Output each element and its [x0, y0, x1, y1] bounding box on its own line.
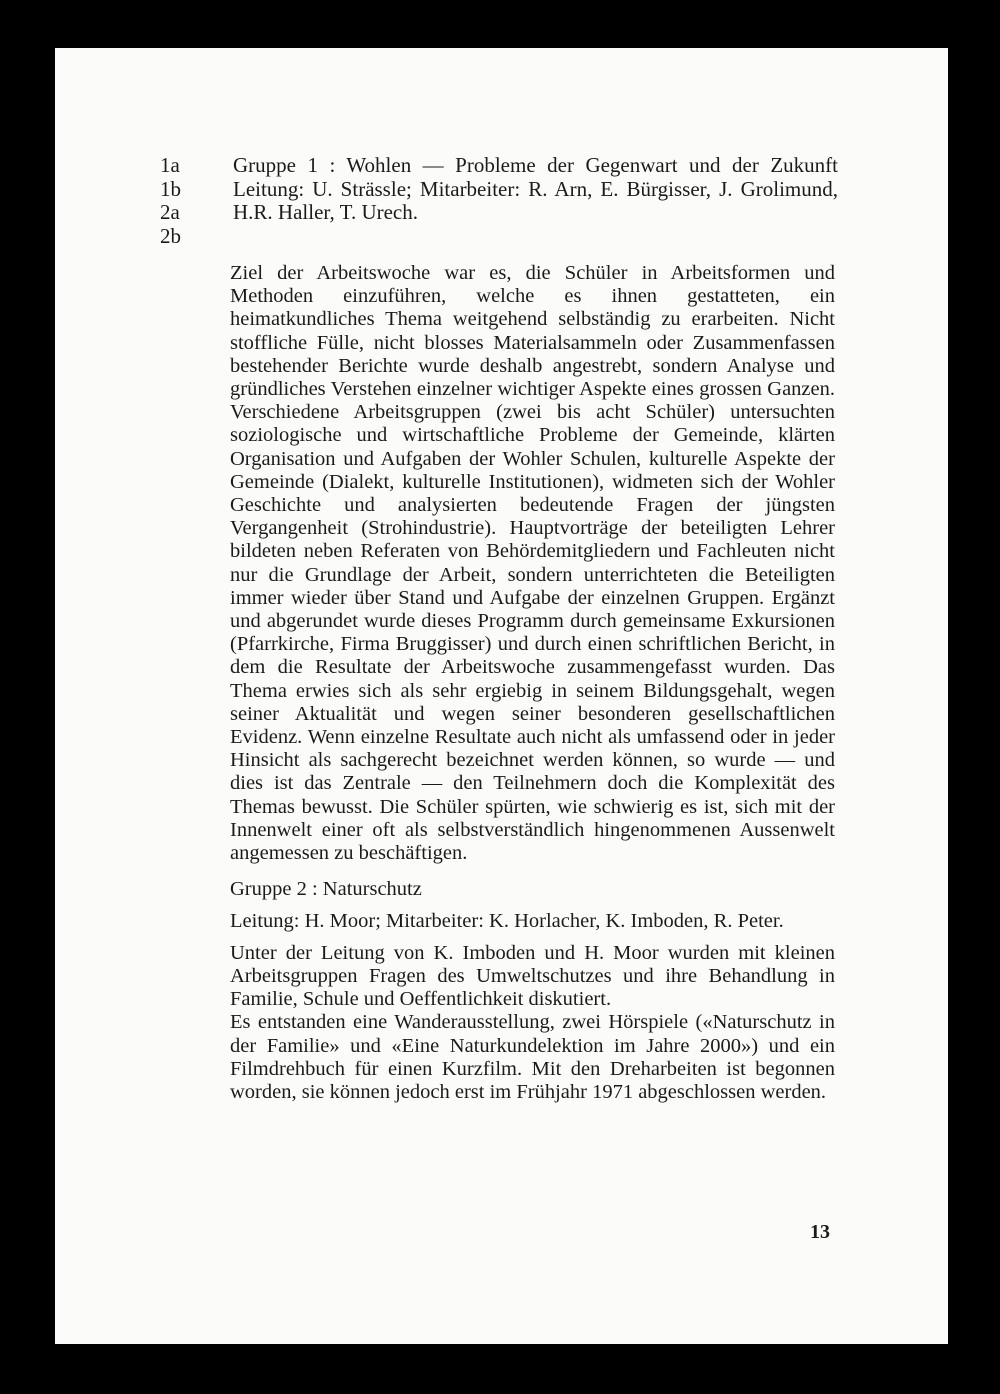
margin-codes — [160, 154, 181, 248]
margin-code: 2a — [160, 200, 180, 224]
page-number: 13 — [810, 1221, 830, 1243]
document-page — [55, 48, 948, 1344]
group2-title: Gruppe 2 : Naturschutz — [230, 878, 422, 901]
margin-code: 2b — [160, 223, 181, 248]
group2-lead: Leitung: H. Moor; Mitarbeiter: K. Horlacher, K. Imboden, R. Peter. — [230, 910, 784, 933]
body-text — [230, 262, 835, 1104]
group1-header: Gruppe 1 : Wohlen — Probleme der Gegenwart und der Zukunft Leitung: U. Strässle; Mitarbeiter: R. Arn, E. Bürgisser, J. Grolimund, H.R. Haller, T. Urech. — [233, 153, 838, 224]
margin-code: 1b — [160, 176, 181, 201]
group2-paragraph-2: Es entstanden eine Wanderausstellung, zwei Hörspiele («Naturschutz in der Familie» und «Eine Naturkundelektion im Jahre 2000») und ein Filmdrehbuch für einen Kurzfilm. Mit den Dreharbeiten ist begonnen worden, sie können jedoch erst im Frühjahr 1971 abgeschlossen werden. — [230, 1011, 835, 1103]
group2-paragraph-1: Unter der Leitung von K. Imboden und H. Moor wurden mit kleinen Arbeitsgruppen Fragen des Umweltschutzes und ihre Behandlung in Familie, Schule und Oeffentlichkeit diskutiert. — [230, 941, 835, 1011]
group1-paragraph: Ziel der Arbeitswoche war es, die Schüler in Arbeitsformen und Methoden einzuführen, welche es ihnen gestatteten, ein heimatkundliches Thema weitgehend selbständig zu erarbeiten. Nicht stoffliche Fülle, nicht blosses Materialsammeln oder Zusammenfassen bestehender Berichte wurde deshalb angestrebt, sondern Analyse und gründliches Verstehen einzelner wichtiger Aspekte eines grossen Ganzen. Verschiedene Arbeitsgruppen (zwei bis acht Schüler) untersuchten soziologische und wirtschaftliche Probleme der Gemeinde, klärten Organisation und Aufgaben der Wohler Schulen, kulturelle Aspekte der Gemeinde (Dialekt, kulturelle Institutionen), widmeten sich der Wohler Geschichte und analysierten bedeutende Fragen der jüngsten Vergangenheit (Strohindustrie). Hauptvorträge der beteiligten Lehrer bildeten neben Referaten von Behördemitgliedern und Fachleuten nicht nur die Grundlage der Arbeit, sondern unterrichteten die Beteiligten immer wieder über Stand und Aufgabe der einzelnen Gruppen. Ergänzt und abgerundet wurde dieses Programm durch gemeinsame Exkursionen (Pfarrkirche, Firma Bruggisser) und durch einen schriftlichen Bericht, in dem die Resultate der Arbeitswoche zusammengefasst wurden. Das Thema erwies sich als sehr ergiebig in seinem Bildungsgehalt, wegen seiner Aktualität und wegen seiner besonderen gesellschaftlichen Evidenz. Wenn einzelne Resultate auch nicht als umfassend oder in jeder Hinsicht als sachgerecht bezeichnet werden können, so wurde — und dies ist das Zentrale — den Teilnehmern doch die Komplexität des Themas bewusst. Die Schüler spürten, wie schwierig es ist, sich mit der Innenwelt einer oft als selbstverständlich hingenommenen Aussenwelt angemessen zu beschäftigen. — [230, 262, 835, 865]
margin-code: 1a — [160, 153, 180, 177]
